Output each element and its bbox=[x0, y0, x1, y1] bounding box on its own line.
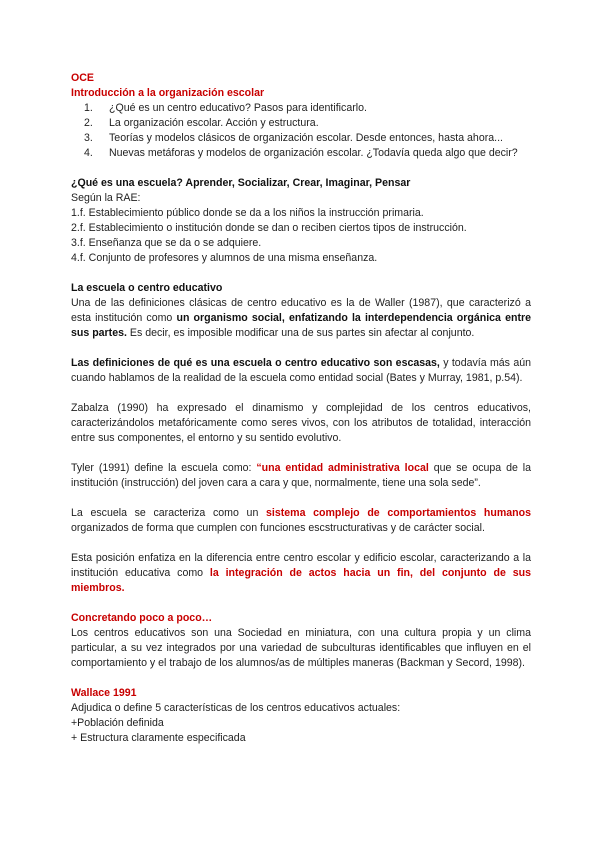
rae-label: Según la RAE: bbox=[71, 192, 141, 204]
toc-item: 1. ¿Qué es un centro educativo? Pasos para identificarlo. bbox=[84, 102, 367, 114]
toc-item: 4. Nuevas metáforas y modelos de organización escolar. ¿Todavía queda algo que decir? bbox=[84, 147, 518, 159]
wallace-intro: Adjudica o define 5 características de los centros educativos actuales: bbox=[71, 702, 401, 714]
concretando-paragraph: Los centros educativos son una Sociedad en miniatura, con una cultura propia y un clima particular, a su vez integrados por una variedad de subculturas identificables que influyen en el comportamiento y el trabajo de los alumnos/as de múltiples maneras (Backman y Secord, 1998). bbox=[71, 627, 531, 669]
wallace-item: +Población definida bbox=[71, 717, 164, 729]
concretando-heading: Concretando poco a poco… bbox=[71, 612, 213, 624]
escuela-heading: ¿Qué es una escuela? Aprender, Socializar, Crear, Imaginar, Pensar bbox=[71, 177, 411, 189]
toc-item: 3. Teorías y modelos clásicos de organización escolar. Desde entonces, hasta ahora... bbox=[84, 132, 503, 144]
zabalza-paragraph: Zabalza (1990) ha expresado el dinamismo y complejidad de los centros educativos, caracterizándolos metafóricamente como seres vivos, con los atributos de totalidad, interacción entre sus componentes, el entorno y su sentido evolutivo. bbox=[71, 402, 531, 444]
toc-item: 2. La organización escolar. Acción y estructura. bbox=[84, 117, 319, 129]
rae-definition: 4.f. Conjunto de profesores y alumnos de una misma enseñanza. bbox=[71, 252, 378, 264]
table-of-contents bbox=[71, 101, 531, 161]
rae-definition: 3.f. Enseñanza que se da o se adquiere. bbox=[71, 237, 262, 249]
rae-definition: 2.f. Establecimiento o institución donde se dan o reciben ciertos tipos de instrucción. bbox=[71, 222, 467, 234]
wallace-heading: Wallace 1991 bbox=[71, 687, 137, 699]
rae-definition: 1.f. Establecimiento público donde se da a los niños la instrucción primaria. bbox=[71, 207, 424, 219]
document-page bbox=[71, 71, 531, 746]
subject-title: OCE bbox=[71, 72, 94, 84]
definitions-paragraph: Las definiciones de qué es una escuela o centro educativo son escasas, y todavía más aún cuando hablamos de la realidad de la escuela como entidad social (Bates y Murray, 1981, p.54). bbox=[71, 357, 531, 384]
posicion-paragraph: Esta posición enfatiza en la diferencia entre centro escolar y edificio escolar, caracterizando a la institución educativa como la integración de actos hacia un fin, del conjunto de sus miembros. bbox=[71, 552, 531, 594]
tyler-paragraph: Tyler (1991) define la escuela como: “una entidad administrativa local que se ocupa de la institución (instrucción) del joven cara a cara y que, normalmente, tiene una sola sede”. bbox=[71, 462, 531, 489]
intro-title: Introducción a la organización escolar bbox=[71, 87, 265, 99]
waller-paragraph: Una de las definiciones clásicas de centro educativo es la de Waller (1987), que caracterizó a esta institución como un organismo social, enfatizando la interdependencia orgánica entre sus partes. Es decir, es imposible modificar una de sus partes sin afectar al conjunto. bbox=[71, 297, 531, 339]
centro-heading: La escuela o centro educativo bbox=[71, 282, 223, 294]
sistema-paragraph: La escuela se caracteriza como un sistema complejo de comportamientos humanos organizados de forma que cumplen con funciones escstructurativas y de carácter social. bbox=[71, 507, 531, 534]
wallace-item: + Estructura claramente especificada bbox=[71, 732, 246, 744]
